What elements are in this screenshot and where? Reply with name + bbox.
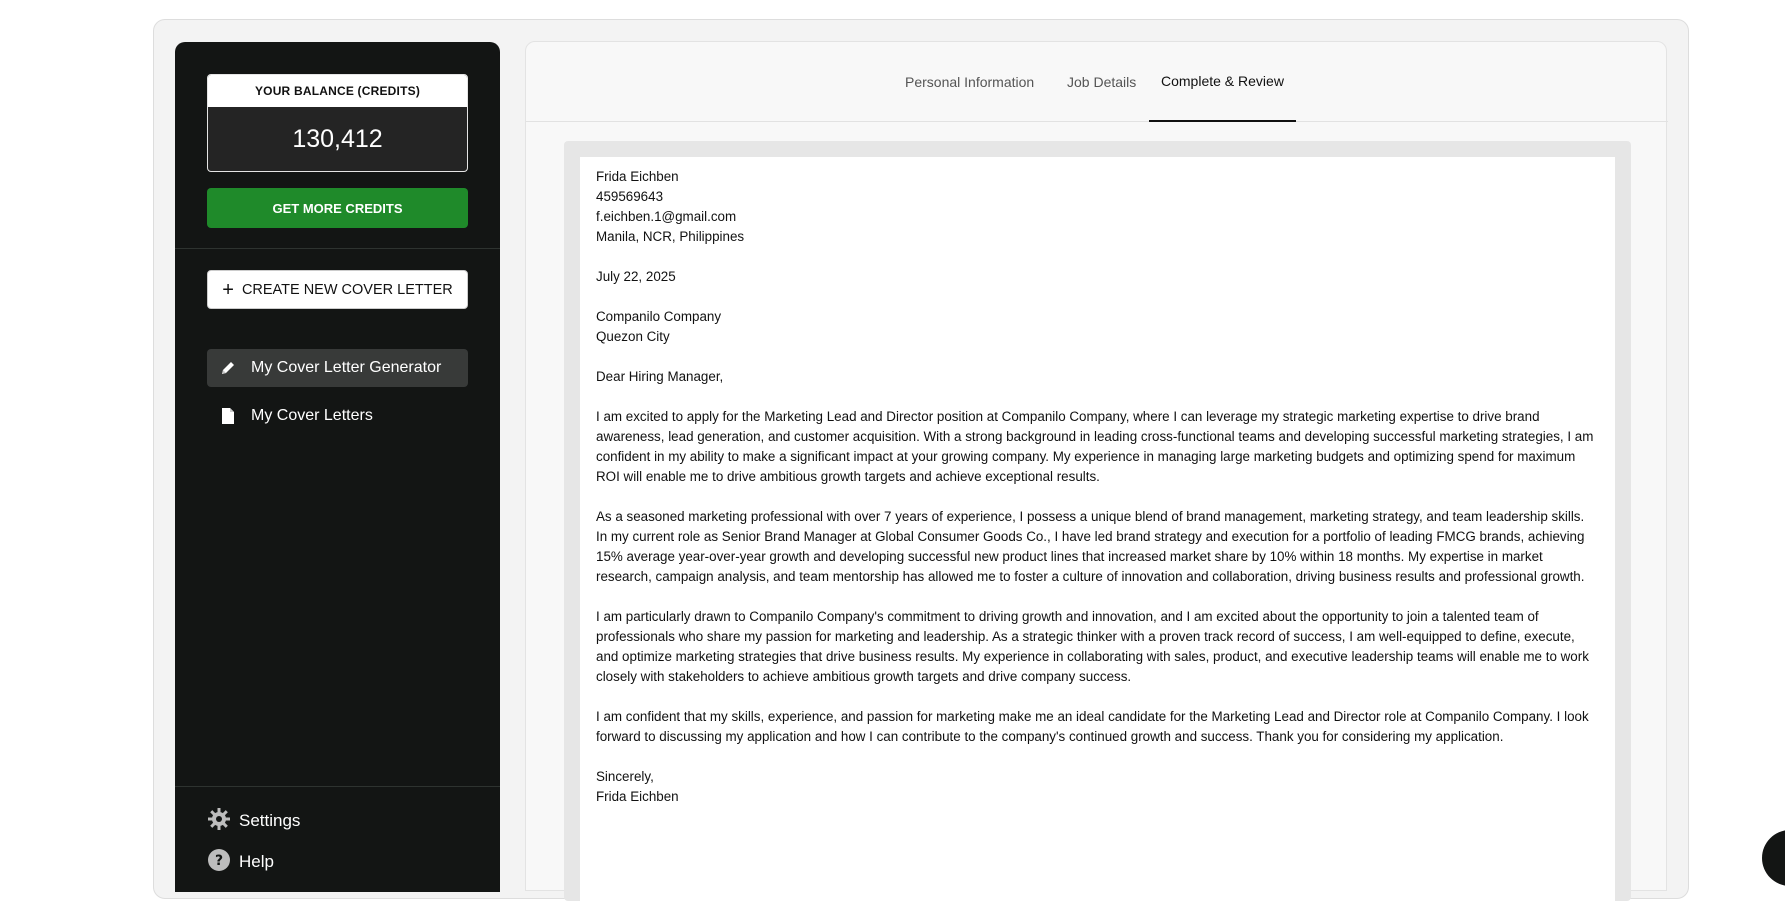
sidebar-item-settings[interactable] [207,807,300,835]
letter-paragraph-4: I am confident that my skills, experience, and passion for marketing make me an ideal candidate for the Marketing Lead and Director role at Companilo Company. I look forward to discussing my application and how I can contribute to the company's continued growth and success. Thank you for considering my application. [596,709,1589,744]
get-more-credits-button[interactable]: GET MORE CREDITS [207,188,468,228]
tab-personal-information[interactable]: Personal Information [905,74,1035,90]
help-label: Help [239,852,274,871]
cover-letter-preview [564,141,1631,901]
settings-label: Settings [239,811,301,830]
letter-salutation: Dear Hiring Manager, [596,369,724,384]
cover-letter-document[interactable] [580,157,1615,917]
sender-email: f.eichben.1@gmail.com [596,209,737,224]
letter-paragraph-1: I am excited to apply for the Marketing Lead and Director position at Companilo Company, where I can leverage my strategic marketing expertise to drive brand awareness, lead generation, and customer acquisition. With a strong background in leading cross-functional teams and developing successful marketing strategies, I am confident in my ability to make a significant impact at your growing company. My experience in managing large marketing budgets and optimizing spend for maximum ROI will enable me to drive ambitious growth targets and achieve exceptional results. [596,409,1594,484]
pencil-icon [219,359,237,377]
letter-paragraph-2: As a seasoned marketing professional with over 7 years of experience, I possess a unique blend of brand management, marketing strategy, and team leadership skills. In my current role as Senior Brand Manager at Global Consumer Goods Co., I have led brand strategy and execution for a portfolio of leading FMCG brands, achieving 15% average year-over-year growth and developing successful new product lines that increased market share by 10% within 18 months. My expertise in market research, campaign analysis, and team mentorship has allowed me to foster a culture of innovation and collaboration, driving business results and professional growth. [596,509,1585,584]
letter-signature: Frida Eichben [596,789,679,804]
sidebar-item-my-cover-letters[interactable] [207,397,468,435]
recipient-company: Companilo Company [596,309,722,324]
sidebar-bottom-divider [175,786,500,787]
create-new-cover-letter-button[interactable] [207,270,468,309]
tab-complete-review[interactable]: Complete & Review [1149,42,1296,122]
gear-icon [207,807,231,836]
balance-value: 130,412 [292,124,383,153]
sender-location: Manila, NCR, Philippines [596,229,745,244]
sender-phone: 459569643 [596,189,664,204]
sidebar-item-cover-letter-generator[interactable] [207,349,468,387]
letter-closing: Sincerely, [596,769,654,784]
help-icon [207,848,231,877]
sidebar-item-label: My Cover Letters [251,407,373,424]
letter-paragraph-3: I am particularly drawn to Companilo Company's commitment to driving growth and innovation, and I am excited about the opportunity to join a talented team of professionals who share my passion for marketing and leadership. As a strategic thinker with a proven track record of success, I am well-equipped to define, execute, and optimize marketing strategies that drive business results. My experience in collaborating with sales, product, and executive leadership teams will enable me to work closely with stakeholders to achieve ambitious growth targets and drive company success. [596,609,1589,684]
sidebar-item-label: My Cover Letter Generator [251,359,442,376]
letter-date: July 22, 2025 [596,269,676,284]
balance-card [207,74,468,172]
plus-icon: + [222,278,234,301]
svg-text:?: ? [214,852,224,869]
tab-job-details[interactable]: Job Details [1067,74,1137,90]
sidebar [175,42,500,892]
main-panel [525,41,1667,891]
sender-name: Frida Eichben [596,169,679,184]
step-tabs [526,42,1668,122]
recipient-city: Quezon City [596,329,670,344]
sidebar-divider [175,248,500,249]
balance-label: YOUR BALANCE (CREDITS) [208,75,467,107]
create-new-cover-letter-label: CREATE NEW COVER LETTER [241,281,453,298]
document-icon [219,407,237,425]
sidebar-item-help[interactable] [207,848,274,876]
